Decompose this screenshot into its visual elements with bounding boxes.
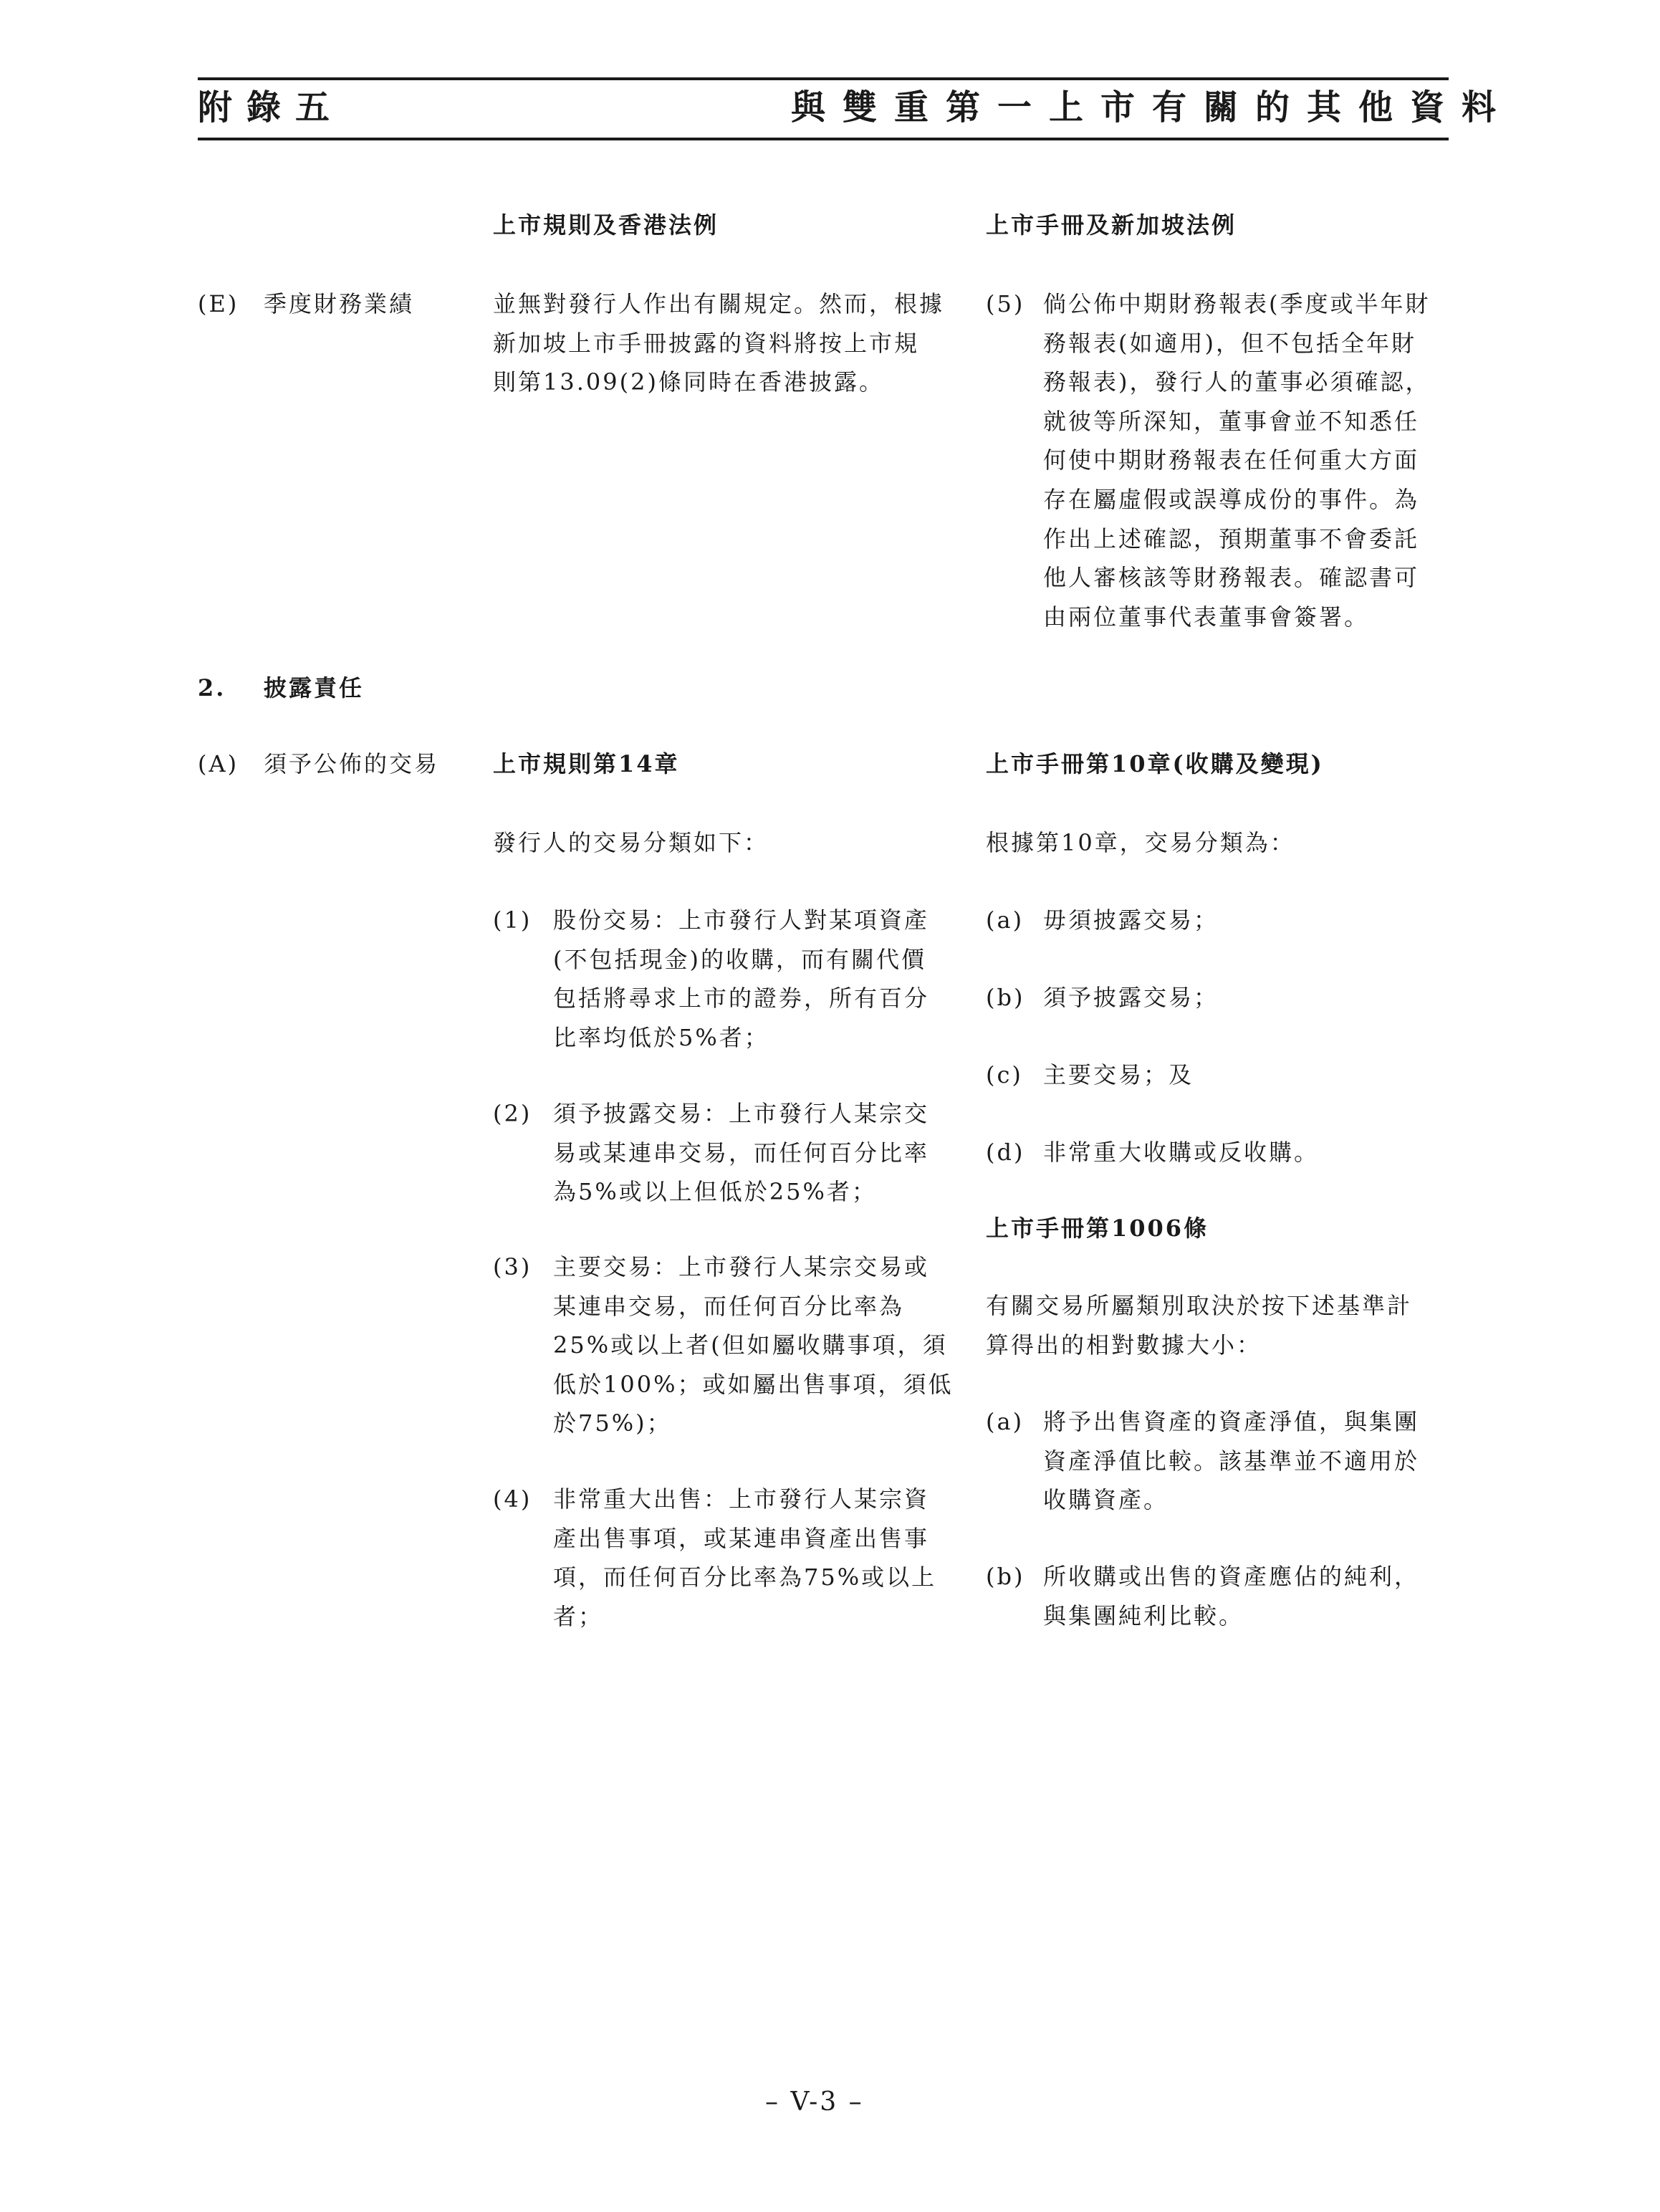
text-line: 就彼等所深知，董事會並不知悉任 xyxy=(1043,407,1420,435)
sg-item-number: (b) xyxy=(986,984,1025,1011)
section-a-hk-intro: 發行人的交易分類如下： xyxy=(493,829,769,856)
section-e-sg-num: (5) xyxy=(986,290,1025,317)
hk-item-text xyxy=(553,1248,954,1443)
text-line: 易或某連串交易，而任何百分比率 xyxy=(553,1139,930,1167)
section-a-label: (A) xyxy=(198,750,239,777)
header-top-rule xyxy=(198,77,1449,80)
text-line: 產出售事項，或某連串資產出售事 xyxy=(553,1524,930,1552)
section-e-hk-text xyxy=(493,284,944,402)
sg-basis-text xyxy=(1043,1557,1419,1635)
text-line: 並無對發行人作出有關規定。然而，根據 xyxy=(493,290,945,317)
text-line: 存在屬虛假或誤導成份的事件。為 xyxy=(1043,485,1420,513)
text-line: 算得出的相對數據大小： xyxy=(986,1331,1262,1359)
hk-item-number: (1) xyxy=(493,906,532,934)
header-bottom-rule xyxy=(198,138,1449,140)
text-line: 作出上述確認，預期董事不會委託 xyxy=(1043,525,1420,552)
text-line: 他人審核該等財務報表。確認書可 xyxy=(1043,564,1420,592)
section-e-label: (E) xyxy=(198,290,239,317)
text-line: 須予披露交易：上市發行人某宗交 xyxy=(553,1100,930,1127)
text-line: 所收購或出售的資產應佔的純利， xyxy=(1043,1563,1420,1590)
text-line: 低於100%；或如屬出售事項，須低 xyxy=(553,1370,954,1398)
text-line: 者； xyxy=(553,1602,604,1630)
section-a-sg-intro: 根據第10章，交易分類為： xyxy=(986,829,1295,856)
hk-item-text xyxy=(553,1094,929,1212)
column-heading-sg: 上市手冊及新加坡法例 xyxy=(986,211,1237,239)
text-line: 務報表(如適用)，但不包括全年財 xyxy=(1043,329,1416,357)
page-number: – V-3 – xyxy=(765,2087,864,2117)
section-a-sg-heading: 上市手冊第10章(收購及變現) xyxy=(986,750,1324,777)
text-line: 將予出售資產的資產淨值，與集團 xyxy=(1043,1408,1420,1435)
sg-item-text: 非常重大收購或反收購。 xyxy=(1043,1139,1320,1166)
sg-heading-1006: 上市手冊第1006條 xyxy=(986,1215,1209,1242)
text-line: 於75%)； xyxy=(553,1409,672,1437)
text-line: 收購資產。 xyxy=(1043,1486,1169,1514)
text-line: 主要交易：上市發行人某宗交易或 xyxy=(553,1253,930,1280)
sg-item-text: 主要交易；及 xyxy=(1043,1061,1194,1088)
text-line: 某連串交易，而任何百分比率為 xyxy=(553,1292,905,1320)
text-line: 倘公佈中期財務報表(季度或半年財 xyxy=(1043,290,1431,317)
text-line: 股份交易：上市發行人對某項資產 xyxy=(553,906,930,934)
section-e-sg-text xyxy=(1043,284,1431,636)
text-line: 新加坡上市手冊披露的資料將按上市規 xyxy=(493,329,920,357)
sg-item-number: (c) xyxy=(986,1061,1023,1088)
hk-item-text xyxy=(553,901,929,1057)
hk-item-number: (4) xyxy=(493,1485,532,1513)
hk-item-text xyxy=(553,1480,936,1636)
text-line: 有關交易所屬類別取決於按下述基準計 xyxy=(986,1292,1413,1319)
sg-basis-text xyxy=(1043,1402,1419,1520)
text-line: 資產淨值比較。該基準並不適用於 xyxy=(1043,1447,1420,1475)
sg-item-text: 毋須披露交易； xyxy=(1043,906,1219,934)
text-line: 非常重大出售：上市發行人某宗資 xyxy=(553,1485,930,1513)
appendix-label: 附錄五 xyxy=(198,87,345,128)
section-a-hk-heading: 上市規則第14章 xyxy=(493,750,680,777)
section-2-number: 2. xyxy=(198,674,226,702)
text-line: 包括將尋求上市的證券，所有百分 xyxy=(553,985,930,1012)
text-line: 為5%或以上但低於25%者； xyxy=(553,1178,877,1206)
sg-item-number: (a) xyxy=(986,906,1025,934)
text-line: 由兩位董事代表董事會簽署。 xyxy=(1043,603,1370,631)
sg-basis-number: (a) xyxy=(986,1408,1025,1435)
sg-intro-1006 xyxy=(986,1286,1412,1364)
section-a-title: 須予公佈的交易 xyxy=(264,750,440,777)
sg-item-text: 須予披露交易； xyxy=(1043,984,1219,1011)
sg-item-number: (d) xyxy=(986,1139,1025,1166)
text-line: 25%或以上者(但如屬收購事項，須 xyxy=(553,1331,948,1359)
hk-item-number: (3) xyxy=(493,1253,532,1280)
text-line: 與集團純利比較。 xyxy=(1043,1601,1244,1629)
hk-item-number: (2) xyxy=(493,1100,532,1127)
text-line: 項，而任何百分比率為75%或以上 xyxy=(553,1564,937,1591)
column-heading-hk: 上市規則及香港法例 xyxy=(493,211,719,239)
text-line: 比率均低於5%者； xyxy=(553,1023,769,1051)
page-title: 與雙重第一上市有關的其他資料 xyxy=(791,87,1514,128)
sg-basis-number: (b) xyxy=(986,1563,1025,1590)
text-line: 何使中期財務報表在任何重大方面 xyxy=(1043,446,1420,474)
text-line: 務報表)，發行人的董事必須確認， xyxy=(1043,368,1431,396)
text-line: (不包括現金)的收購，而有關代價 xyxy=(553,945,926,973)
section-e-title: 季度財務業績 xyxy=(264,290,415,317)
text-line: 則第13.09(2)條同時在香港披露。 xyxy=(493,368,884,396)
section-2-title: 披露責任 xyxy=(264,674,365,702)
